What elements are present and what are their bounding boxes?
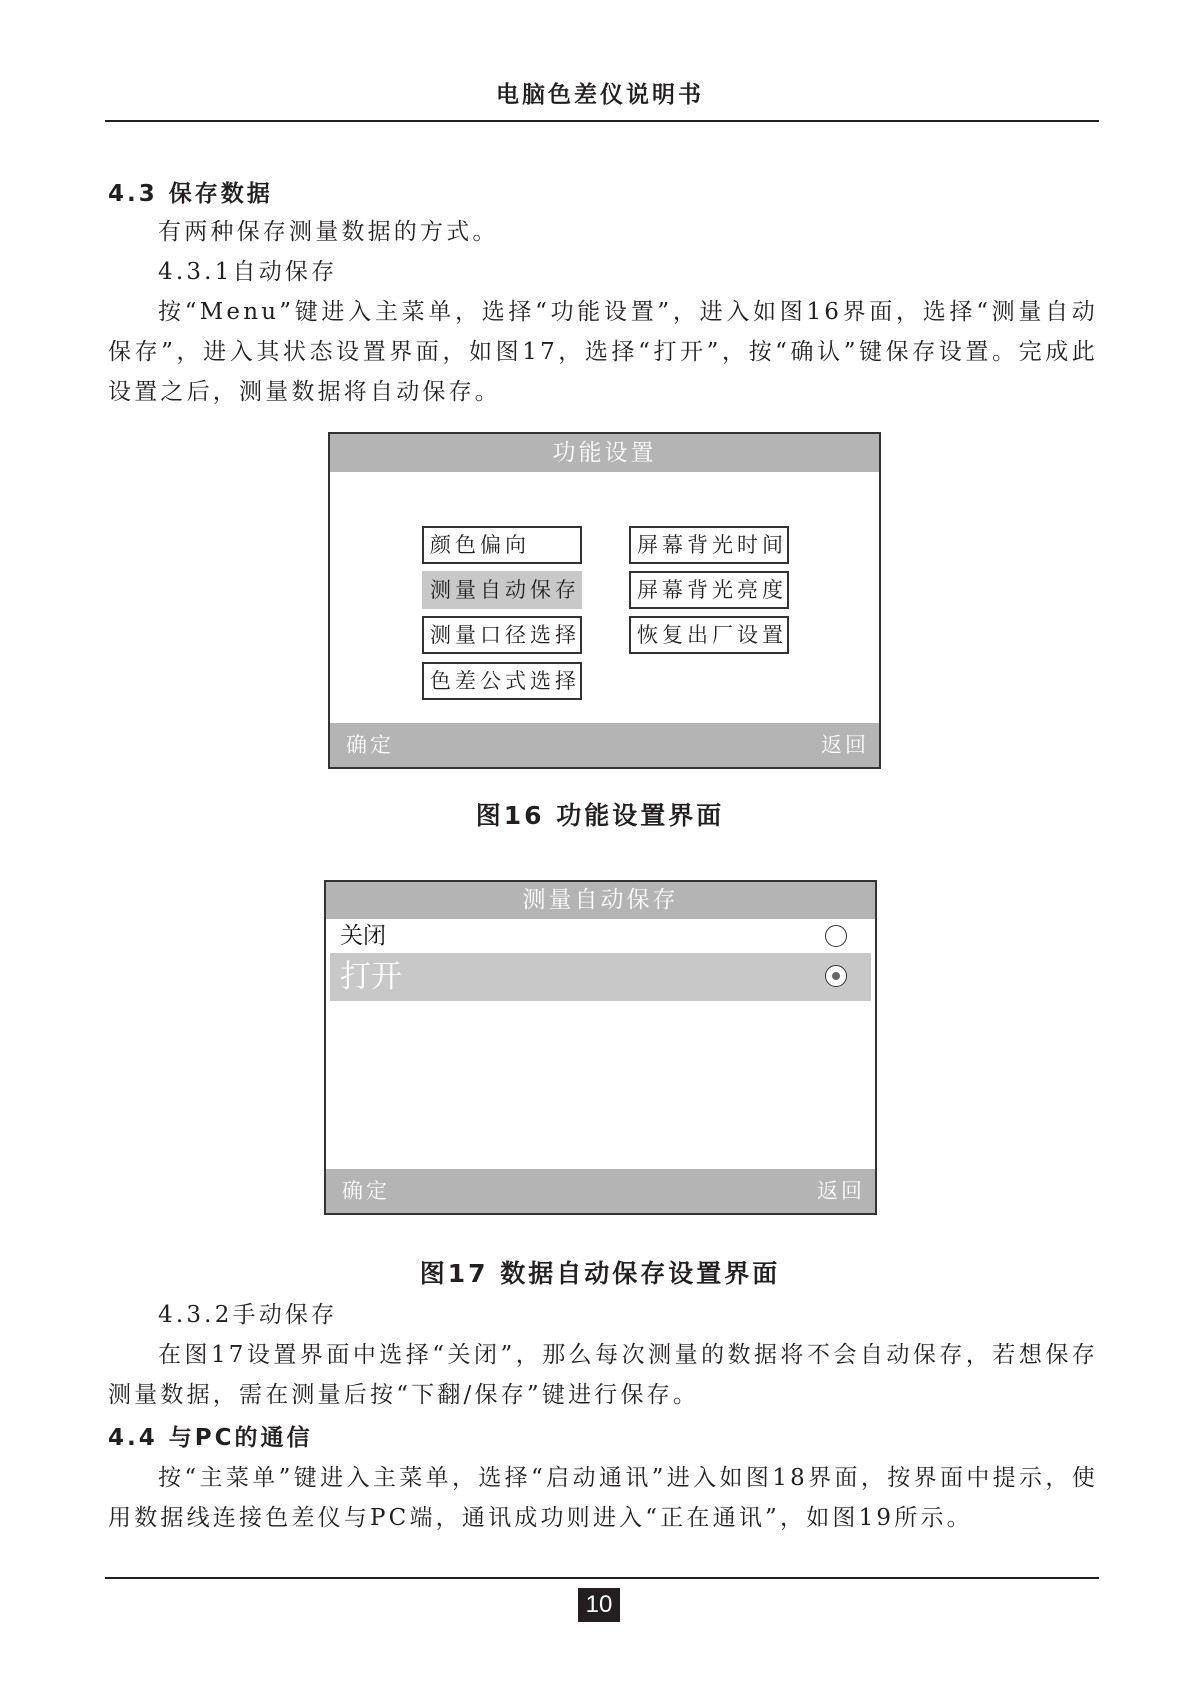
section-intro: 有两种保存测量数据的方式。 (158, 219, 499, 245)
option-label-on: 打开 (340, 959, 402, 995)
radio-on-icon[interactable] (825, 965, 847, 987)
radio-off-icon[interactable] (825, 925, 847, 947)
paragraph-manual-save (108, 1335, 1098, 1415)
figure16-caption: 图16 功能设置界面 (475, 801, 725, 830)
running-header-title: 电脑色差仪说明书 (496, 82, 704, 108)
menu-item-auto-save[interactable]: 测量自动保存 (422, 571, 582, 609)
paragraph-manual-save-text: 在图17设置界面中选择“关闭”，那么每次测量的数据将不会自动保存，若想保存测量数据，需在测量后按“下翻/保存”键进行保存。 (108, 1342, 1098, 1408)
footer-rule (105, 1577, 1099, 1579)
page-number: 10 (578, 1588, 620, 1622)
menu-item-backlight-time[interactable]: 屏幕背光时间 (629, 526, 789, 564)
paragraph-pc-communication-text: 按“主菜单”键进入主菜单，选择“启动通讯”进入如图18界面，按界面中提示，使用数据线连接色差仪与PC端，通讯成功则进入“正在通讯”，如图19所示。 (108, 1465, 1098, 1531)
paragraph-auto-save (108, 292, 1098, 412)
back-softkey[interactable]: 返回 (817, 1179, 865, 1203)
menu-item-backlight-brightness[interactable]: 屏幕背光亮度 (629, 571, 789, 609)
subsection-heading-4-3-1: 4.3.1自动保存 (158, 259, 338, 285)
paragraph-auto-save-text: 按“Menu”键进入主菜单，选择“功能设置”，进入如图16界面，选择“测量自动保存”，进入其状态设置界面，如图17，选择“打开”，按“确认”键保存设置。完成此设置之后，测量数据将自动保存。 (108, 299, 1098, 405)
screen-footer-bar (326, 1169, 875, 1213)
option-row-off[interactable] (330, 919, 871, 953)
figure16-function-settings-screen (328, 432, 881, 769)
paragraph-pc-communication (108, 1458, 1098, 1538)
menu-item-formula-select[interactable]: 色差公式选择 (422, 662, 582, 700)
radio-selected-dot-icon (832, 972, 840, 980)
back-softkey[interactable]: 返回 (821, 733, 869, 757)
confirm-softkey[interactable]: 确定 (342, 1179, 390, 1203)
figure17-auto-save-screen (324, 880, 877, 1215)
header-rule (105, 120, 1099, 122)
subsection-heading-4-3-2: 4.3.2手动保存 (158, 1302, 338, 1328)
menu-item-aperture-select[interactable]: 测量口径选择 (422, 616, 582, 654)
section-heading-4-4: 4.4 与PC的通信 (108, 1425, 313, 1451)
menu-item-factory-reset[interactable]: 恢复出厂设置 (629, 616, 789, 654)
section-heading-4-3: 4.3 保存数据 (108, 181, 273, 207)
option-label-off: 关闭 (340, 923, 386, 949)
menu-item-color-bias[interactable]: 颜色偏向 (422, 526, 582, 564)
screen-footer-bar (330, 723, 879, 767)
screen-title-bar: 测量自动保存 (326, 882, 875, 919)
confirm-softkey[interactable]: 确定 (346, 733, 394, 757)
option-row-on[interactable] (330, 953, 871, 1001)
figure17-caption: 图17 数据自动保存设置界面 (419, 1259, 781, 1288)
screen-title-bar: 功能设置 (330, 434, 879, 472)
